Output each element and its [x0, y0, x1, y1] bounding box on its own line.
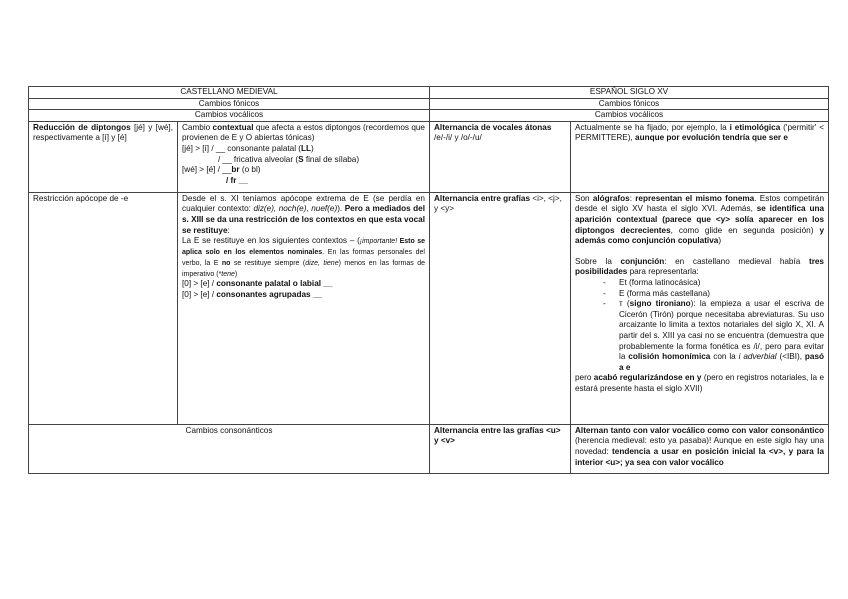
- grafias-ijy-paragraph-1: Son alógrafos: representan el mismo fonema. Estos competirán desde el siglo XV hasta el siglo XVI. Además, se identifica una aparición contextual (parece que <y> solía aparecer en los diptongos decrecientes, como glide en segunda posición) y además como conjunción copulativa): [575, 193, 825, 246]
- diptongos-rule-2: / __ fricativa alveolar (S final de sílaba): [218, 154, 360, 164]
- diptongos-rule-3: [wé] > [é] / __br (o bl): [182, 165, 261, 175]
- alternancia-vocales-title: Alternancia de vocales átonas: [434, 122, 552, 132]
- cell-alternancia-vocales-desc: [571, 121, 829, 192]
- grafias-ijy-title-rest: <i>, <j>, y <y>: [434, 193, 562, 214]
- grafias-uv-title: Alternancia entre las grafías <u> y <v>: [434, 425, 561, 446]
- cell-apocope-title: [29, 192, 178, 424]
- comparison-table: [28, 86, 829, 474]
- cell-grafias-ijy-title: [430, 192, 571, 424]
- apocope-rule-1: [0] > [e] / consonante palatal o labial __: [182, 279, 333, 289]
- diptongos-desc-post: que afecta a estos diptongos (recordemos que provienen de E y O abiertas tónicas): [182, 122, 425, 143]
- vocales-desc-pre: Actualmente se ha fijado, por ejemplo, la: [575, 122, 730, 132]
- diptongos-rule-4: / fr __: [226, 175, 248, 185]
- cell-diptongos-title: [29, 121, 178, 192]
- grafias-ijy-tail: pero acabó regularizándose en y (pero en registros notariales, la e estará presente hasta el siglo XVII): [575, 373, 825, 393]
- subheader-cambios-vocalicos-right: Cambios vocálicos: [430, 110, 829, 122]
- cell-grafias-uv-desc: [571, 424, 829, 473]
- header-espanol-siglo-xv: ESPAÑOL SIGLO XV: [430, 87, 829, 99]
- diptongos-rule-1: [jé] > [í] / __ consonante palatal (LL): [182, 143, 314, 153]
- apocope-paragraph-1: Desde el s. XI teníamos apócope extrema de E (se perdía en cualquier contexto: diz(e), noch(e), nuef(e)). Pero a mediados del s. XIII se da una restricción de los contextos en que esta vocal se restituye:: [182, 193, 425, 235]
- vocales-desc-bold-2: aunque por evolución tendría que ser e: [635, 133, 788, 143]
- header-castellano-medieval: CASTELLANO MEDIEVAL: [29, 87, 430, 99]
- document-page: [28, 86, 828, 474]
- grafias-ijy-paragraph-2: Sobre la conjunción: en castellano medieval había tres posibilidades para representarla:: [575, 256, 824, 277]
- cell-grafias-ijy-desc: [571, 192, 829, 424]
- alternancia-vocales-sub: /e/-/i/ y /o/-/u/: [434, 133, 482, 143]
- vocales-desc-mid: ('permitir' < PERMITTERE),: [575, 122, 825, 143]
- diptongos-desc-bold: contextual: [212, 122, 254, 132]
- cell-diptongos-desc: [178, 121, 430, 192]
- cambios-consonanticos-label: Cambios consonánticos: [185, 425, 273, 435]
- diptongos-title-rest: [jé] y [wé], respectivamente a [í] y [é]: [33, 122, 173, 143]
- grafias-ijy-title: Alternancia entre grafías: [434, 193, 531, 203]
- apocope-paragraph-2: La E se restituye en los siguientes contextos – (¡importante! Esto se aplica solo en los elementos nominales. En las formas personales del verbo, la E no se restituye siempre (dize, tiene) menos en las formas de imperativo (*tene): [182, 236, 425, 278]
- list-item: - Et (forma latinocásica): [611, 278, 824, 289]
- cell-cambios-consonanticos: [29, 424, 430, 473]
- subheader-cambios-vocalicos-left: Cambios vocálicos: [29, 110, 430, 122]
- grafias-uv-bold-1: Alternan tanto con valor vocálico como con valor consonántico: [575, 425, 825, 435]
- grafias-uv-bold-2: tendencia a usar en posición inicial la <v>, y para la interior <u>; ya sea con valor vocálico: [575, 446, 825, 467]
- apocope-title: Restricción apócope de -e: [33, 193, 129, 203]
- vocales-desc-bold-1: i etimológica: [729, 122, 781, 132]
- diptongos-desc-pre: Cambio: [182, 122, 213, 132]
- subheader-cambios-fonicos-right: Cambios fónicos: [430, 98, 829, 110]
- grafias-uv-mid: (herencia medieval: esto ya pasaba)! Aunque en este siglo hay una novedad:: [575, 436, 825, 456]
- list-item: - E (forma más castellana): [611, 289, 824, 300]
- apocope-rule-2: [0] > [e] / consonantes agrupadas __: [182, 289, 322, 299]
- cell-grafias-uv-title: [430, 424, 571, 473]
- cell-alternancia-vocales-title: [430, 121, 571, 192]
- list-item: - ᴛ (signo tironiano): la empieza a usar el escriva de Cicerón (Tirón) porque necesitaba abreviaturas. Su uso arcaizante lo limita a textos notariales del siglo X, XI. A partir del s. XIII ya casi no se encuentra (demuestra que probablemente la forma fonética es /i/, pero para evitar la colisión homonímica con la i adverbial (<IBI), pasó a e: [611, 299, 824, 373]
- subheader-cambios-fonicos-left: Cambios fónicos: [29, 98, 430, 110]
- conjuncion-list: [575, 278, 824, 373]
- cell-apocope-desc: [178, 192, 430, 424]
- diptongos-title: Reducción de diptongos: [33, 122, 131, 132]
